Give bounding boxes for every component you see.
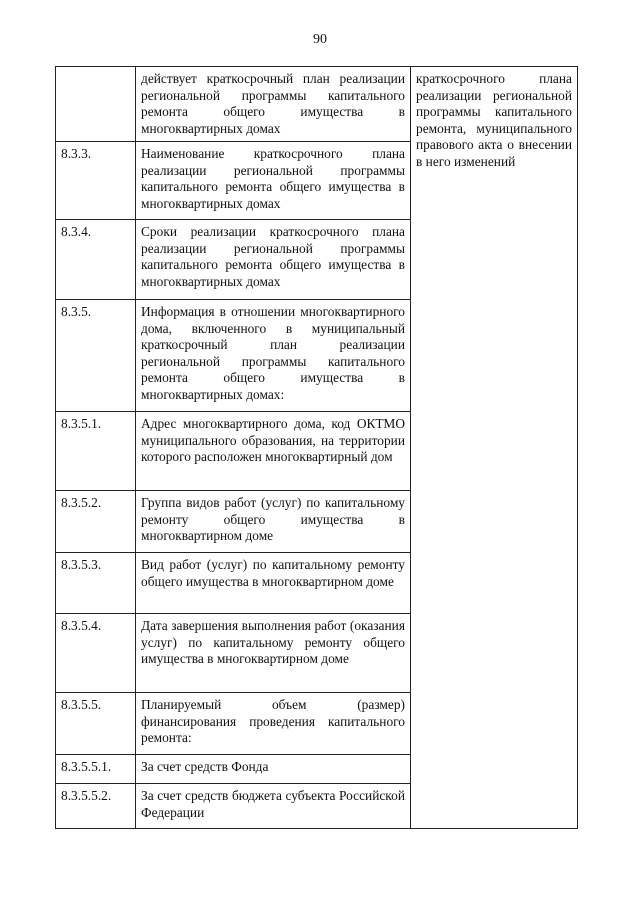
item-description: Сроки реализации краткосрочного плана реализации региональной программы капитального ремонта общего имущества в многоквартирных домах xyxy=(136,220,411,300)
page-number: 90 xyxy=(313,32,327,47)
item-description: Группа видов работ (услуг) по капитальному ремонту общего имущества в многоквартирном доме xyxy=(136,491,411,553)
item-description: Адрес многоквартирного дома, код ОКТМО муниципального образования, на территории которого расположен многоквартирный дом xyxy=(136,412,411,491)
requirements-table xyxy=(55,66,578,829)
item-description: За счет средств бюджета субъекта Российской Федерации xyxy=(136,784,411,829)
item-number: 8.3.3. xyxy=(56,142,136,220)
item-number: 8.3.4. xyxy=(56,220,136,300)
item-description: Информация в отношении многоквартирного дома, включенного в муниципальный краткосрочный план реализации региональной программы капитального ремонта общего имущества в многоквартирных домах: xyxy=(136,300,411,412)
item-description: Дата завершения выполнения работ (оказания услуг) по капитальному ремонту общего имущества в многоквартирном доме xyxy=(136,614,411,693)
item-number: 8.3.5.3. xyxy=(56,553,136,614)
item-number: 8.3.5.2. xyxy=(56,491,136,553)
item-description: За счет средств Фонда xyxy=(136,755,411,784)
item-description: Вид работ (услуг) по капитальному ремонту общего имущества в многоквартирном доме xyxy=(136,553,411,614)
item-number: 8.3.5.4. xyxy=(56,614,136,693)
source-document-cell: краткосрочного плана реализации региональной программы капитального ремонта, муниципального правового акта о внесении в него изменений xyxy=(411,67,578,829)
item-number: 8.3.5.5.2. xyxy=(56,784,136,829)
item-description: действует краткосрочный план реализации региональной программы капитального ремонта общего имущества в многоквартирных домах xyxy=(136,67,411,142)
item-number xyxy=(56,67,136,142)
item-number: 8.3.5.5. xyxy=(56,693,136,755)
item-description: Наименование краткосрочного плана реализации региональной программы капитального ремонта общего имущества в многоквартирных домах xyxy=(136,142,411,220)
item-description: Планируемый объем (размер) финансирования проведения капитального ремонта: xyxy=(136,693,411,755)
item-number: 8.3.5.1. xyxy=(56,412,136,491)
item-number: 8.3.5.5.1. xyxy=(56,755,136,784)
table-row xyxy=(56,67,578,142)
item-number: 8.3.5. xyxy=(56,300,136,412)
